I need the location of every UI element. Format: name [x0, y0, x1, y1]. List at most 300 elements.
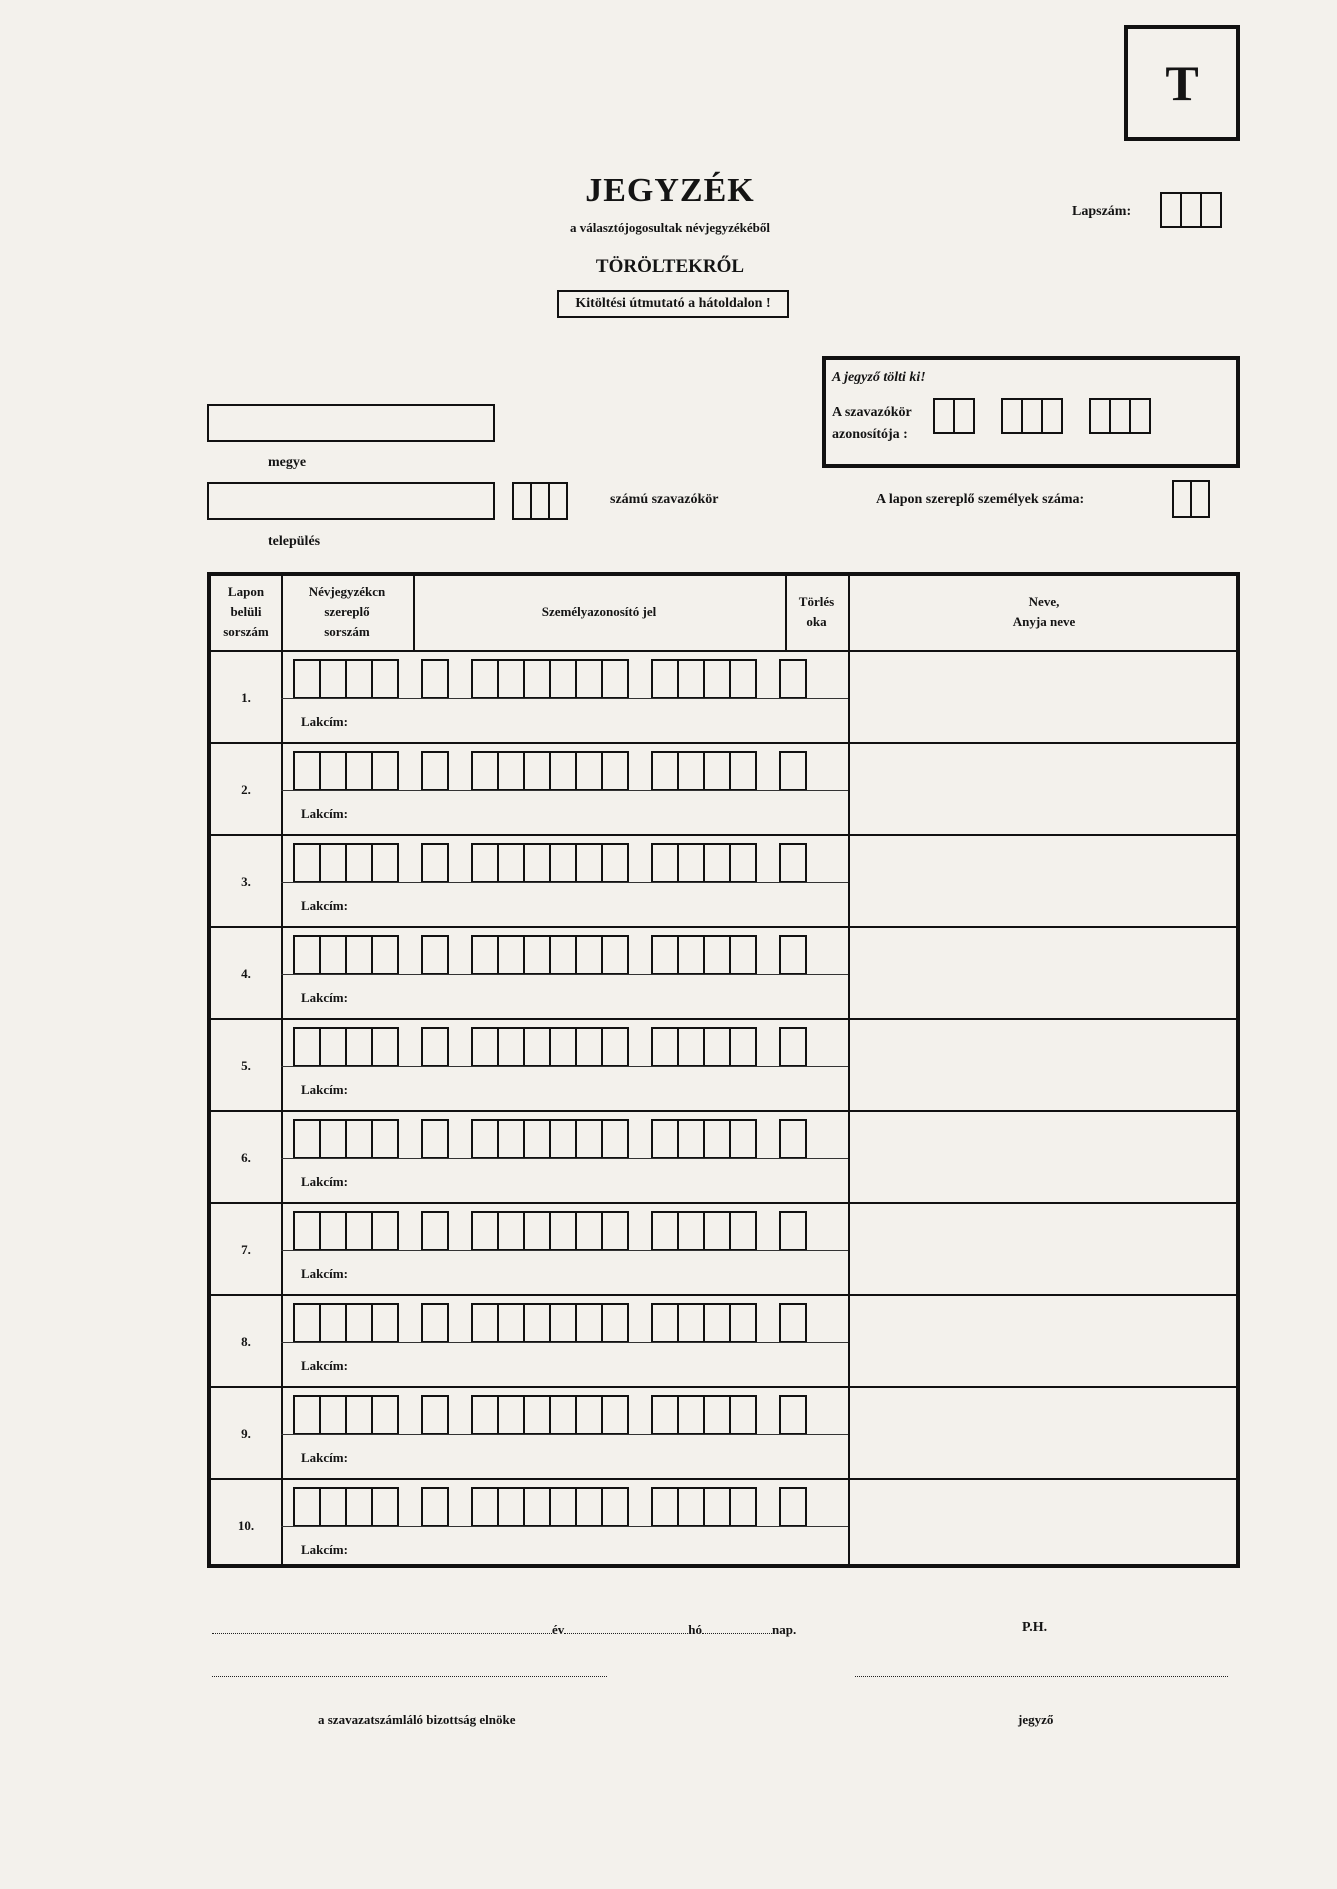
digit-group [471, 843, 627, 883]
digit-box[interactable] [293, 659, 321, 699]
digit-box[interactable] [779, 751, 807, 791]
address-label: Lakcím: [301, 898, 348, 913]
digit-box[interactable] [601, 751, 629, 791]
digit-box[interactable] [471, 1211, 499, 1251]
digit-box[interactable] [371, 935, 399, 975]
digit-box[interactable] [497, 843, 525, 883]
col-header-name [848, 592, 1240, 632]
digit-box[interactable] [651, 843, 679, 883]
digit-box[interactable] [575, 1395, 603, 1435]
digit-box[interactable] [729, 1027, 757, 1067]
digit-box[interactable] [779, 843, 807, 883]
digit-box[interactable] [345, 1487, 373, 1527]
digit-box[interactable] [497, 1395, 525, 1435]
digit-box[interactable] [530, 482, 550, 520]
digit-box[interactable] [729, 1487, 757, 1527]
digit-group [421, 935, 447, 975]
digit-box[interactable] [1172, 480, 1192, 518]
digit-box[interactable] [601, 1211, 629, 1251]
digit-box[interactable] [677, 751, 705, 791]
digit-group [651, 1487, 755, 1527]
digit-box[interactable] [523, 751, 551, 791]
name-mother-name-field[interactable] [850, 1388, 1236, 1478]
digit-box[interactable] [523, 1211, 551, 1251]
name-mother-name-field[interactable] [850, 744, 1236, 834]
digit-box[interactable] [371, 1487, 399, 1527]
clerk-signature-line[interactable] [855, 1676, 1228, 1677]
digit-box[interactable] [471, 659, 499, 699]
digit-box[interactable] [497, 1303, 525, 1343]
digit-group [293, 1395, 397, 1435]
col-header-page-seq [211, 582, 281, 642]
digit-group [779, 659, 805, 699]
row-digit-boxes[interactable] [293, 1211, 805, 1251]
digit-box[interactable] [345, 1395, 373, 1435]
digit-group [779, 1027, 805, 1067]
col-header-text: belüli [230, 604, 262, 619]
digit-box[interactable] [421, 659, 449, 699]
digit-group [293, 1487, 397, 1527]
digit-box[interactable] [1109, 398, 1131, 434]
digit-box[interactable] [933, 398, 955, 434]
digit-box[interactable] [421, 1303, 449, 1343]
row-number: 5. [241, 1058, 251, 1073]
address-label: Lakcím: [301, 1082, 348, 1097]
digit-box[interactable] [549, 1211, 577, 1251]
col-header-text: sorszám [324, 624, 370, 639]
digit-box[interactable] [651, 659, 679, 699]
digit-box[interactable] [345, 1303, 373, 1343]
address-divider [281, 974, 848, 975]
digit-group [779, 1303, 805, 1343]
digit-box[interactable] [319, 1303, 347, 1343]
digit-box[interactable] [549, 1395, 577, 1435]
digit-group [421, 659, 447, 699]
digit-box[interactable] [1041, 398, 1063, 434]
digit-box[interactable] [729, 935, 757, 975]
digit-group [779, 1211, 805, 1251]
digit-box[interactable] [651, 1211, 679, 1251]
digit-box[interactable] [471, 935, 499, 975]
col-header-text: Lapon [227, 584, 265, 599]
digit-box[interactable] [471, 1027, 499, 1067]
digit-box[interactable] [293, 1303, 321, 1343]
digit-group [421, 751, 447, 791]
digit-box[interactable] [471, 843, 499, 883]
digit-box[interactable] [319, 1487, 347, 1527]
digit-box[interactable] [779, 1119, 807, 1159]
digit-group [293, 843, 397, 883]
digit-box[interactable] [729, 1119, 757, 1159]
digit-box[interactable] [779, 1027, 807, 1067]
digit-box[interactable] [345, 1027, 373, 1067]
digit-box[interactable] [319, 935, 347, 975]
row-number: 2. [241, 782, 251, 797]
digit-box[interactable] [523, 1119, 551, 1159]
digit-box[interactable] [575, 1487, 603, 1527]
name-mother-name-field[interactable] [850, 1020, 1236, 1110]
digit-box[interactable] [677, 1119, 705, 1159]
table-row [211, 1296, 1236, 1388]
digit-box[interactable] [345, 935, 373, 975]
digit-box[interactable] [549, 751, 577, 791]
digit-box[interactable] [523, 935, 551, 975]
digit-box[interactable] [548, 482, 568, 520]
digit-box[interactable] [421, 1487, 449, 1527]
digit-box[interactable] [677, 1211, 705, 1251]
digit-box[interactable] [1160, 192, 1182, 228]
digit-box[interactable] [421, 935, 449, 975]
date-line[interactable] [212, 1622, 862, 1638]
address-divider [281, 1158, 848, 1159]
digit-box[interactable] [497, 935, 525, 975]
digit-box[interactable] [729, 1303, 757, 1343]
digit-box[interactable] [523, 1027, 551, 1067]
digit-box[interactable] [523, 1395, 551, 1435]
digit-box[interactable] [549, 935, 577, 975]
county-field[interactable] [207, 404, 495, 442]
digit-group [651, 843, 755, 883]
form-letter-box [1124, 25, 1240, 141]
digit-box[interactable] [779, 1395, 807, 1435]
digit-box[interactable] [319, 751, 347, 791]
name-mother-name-field[interactable] [850, 928, 1236, 1018]
digit-group [421, 1211, 447, 1251]
district-id-label [832, 402, 912, 446]
row-digit-boxes[interactable] [293, 935, 805, 975]
digit-box[interactable] [549, 659, 577, 699]
digit-box[interactable] [703, 751, 731, 791]
digit-box[interactable] [779, 935, 807, 975]
digit-box[interactable] [601, 659, 629, 699]
district-id-boxes[interactable] [933, 398, 1149, 434]
name-mother-name-field[interactable] [850, 1480, 1236, 1570]
digit-group [651, 1027, 755, 1067]
digit-box[interactable] [1001, 398, 1023, 434]
digit-box[interactable] [651, 1027, 679, 1067]
address-divider [281, 1250, 848, 1251]
digit-box[interactable] [677, 1303, 705, 1343]
digit-box[interactable] [523, 1303, 551, 1343]
digit-box[interactable] [1021, 398, 1043, 434]
row-digit-boxes[interactable] [293, 1027, 805, 1067]
row-digit-boxes[interactable] [293, 1303, 805, 1343]
digit-box[interactable] [371, 1027, 399, 1067]
digit-group [779, 1395, 805, 1435]
digit-box[interactable] [703, 1211, 731, 1251]
digit-box[interactable] [471, 751, 499, 791]
digit-box[interactable] [471, 1395, 499, 1435]
digit-box[interactable] [601, 843, 629, 883]
digit-group [471, 1119, 627, 1159]
digit-group [471, 1395, 627, 1435]
digit-box[interactable] [677, 935, 705, 975]
digit-box[interactable] [471, 1487, 499, 1527]
row-number: 10. [237, 1518, 255, 1533]
digit-box[interactable] [1129, 398, 1151, 434]
digit-box[interactable] [703, 659, 731, 699]
digit-box[interactable] [575, 1303, 603, 1343]
digit-box[interactable] [497, 1119, 525, 1159]
digit-box[interactable] [345, 1119, 373, 1159]
digit-box[interactable] [293, 843, 321, 883]
digit-box[interactable] [293, 1395, 321, 1435]
digit-group [651, 1119, 755, 1159]
digit-box[interactable] [523, 843, 551, 883]
digit-box[interactable] [497, 659, 525, 699]
name-mother-name-field[interactable] [850, 1204, 1236, 1294]
digit-box[interactable] [703, 1303, 731, 1343]
row-digit-boxes[interactable] [293, 1119, 805, 1159]
digit-box[interactable] [549, 1303, 577, 1343]
person-count-boxes[interactable] [1172, 480, 1208, 518]
digit-group [471, 1487, 627, 1527]
address-label: Lakcím: [301, 714, 348, 729]
address-label: Lakcím: [301, 1174, 348, 1189]
settlement-field[interactable] [207, 482, 495, 520]
col-header-text: Törlés [798, 594, 835, 609]
digit-group [471, 935, 627, 975]
table-row [211, 1388, 1236, 1480]
row-digit-boxes[interactable] [293, 1487, 805, 1527]
digit-box[interactable] [575, 751, 603, 791]
row-digit-boxes[interactable] [293, 751, 805, 791]
digit-box[interactable] [293, 1487, 321, 1527]
digit-box[interactable] [703, 1487, 731, 1527]
col-header-reason [785, 592, 848, 632]
digit-box[interactable] [575, 1027, 603, 1067]
digit-box[interactable] [575, 843, 603, 883]
digit-box[interactable] [729, 1211, 757, 1251]
digit-box[interactable] [497, 1487, 525, 1527]
form-letter: T [1165, 55, 1199, 111]
digit-group [293, 659, 397, 699]
form-title-deleted: TÖRÖLTEKRŐL [595, 256, 745, 277]
digit-box[interactable] [601, 935, 629, 975]
digit-box[interactable] [677, 843, 705, 883]
row-number: 8. [241, 1334, 251, 1349]
row-number: 1. [241, 690, 251, 705]
digit-box[interactable] [575, 659, 603, 699]
digit-box[interactable] [497, 1027, 525, 1067]
digit-box[interactable] [371, 1303, 399, 1343]
digit-box[interactable] [953, 398, 975, 434]
digit-group [421, 1027, 447, 1067]
name-mother-name-field[interactable] [850, 836, 1236, 926]
digit-box[interactable] [729, 659, 757, 699]
date-day-blank[interactable] [702, 1633, 772, 1634]
digit-box[interactable] [319, 1211, 347, 1251]
county-label: megye [268, 455, 307, 470]
address-label: Lakcím: [301, 1266, 348, 1281]
digit-box[interactable] [421, 1211, 449, 1251]
digit-box[interactable] [601, 1395, 629, 1435]
digit-box[interactable] [497, 751, 525, 791]
digit-box[interactable] [471, 1119, 499, 1159]
instructions-hint [557, 290, 789, 318]
digit-box[interactable] [421, 843, 449, 883]
address-divider [281, 1342, 848, 1343]
digit-box[interactable] [651, 751, 679, 791]
digit-box[interactable] [371, 751, 399, 791]
settlement-label: település [268, 534, 321, 549]
digit-box[interactable] [779, 659, 807, 699]
date-month-label: hó [688, 1622, 703, 1637]
digit-box[interactable] [549, 1119, 577, 1159]
chair-signature-line[interactable] [212, 1676, 607, 1677]
digit-box[interactable] [651, 1487, 679, 1527]
address-divider [281, 882, 848, 883]
table-row [211, 928, 1236, 1020]
digit-box[interactable] [319, 1395, 347, 1435]
digit-box[interactable] [729, 1395, 757, 1435]
district-id-label-line1: A szavazókör [832, 405, 912, 420]
digit-group [293, 935, 397, 975]
digit-box[interactable] [779, 1211, 807, 1251]
date-day-label: nap. [772, 1622, 797, 1637]
address-divider [281, 1526, 848, 1527]
digit-group [651, 659, 755, 699]
digit-box[interactable] [703, 1119, 731, 1159]
col-header-text: Névjegyzékcn [308, 584, 386, 599]
digit-box[interactable] [523, 1487, 551, 1527]
digit-box[interactable] [512, 482, 532, 520]
col-header-text: szereplő [324, 604, 370, 619]
digit-box[interactable] [575, 1211, 603, 1251]
digit-box[interactable] [549, 1027, 577, 1067]
digit-box[interactable] [319, 659, 347, 699]
digit-group [293, 1027, 397, 1067]
name-mother-name-field[interactable] [850, 1112, 1236, 1202]
digit-box[interactable] [523, 659, 551, 699]
digit-box[interactable] [601, 1487, 629, 1527]
digit-box[interactable] [293, 1027, 321, 1067]
digit-box[interactable] [651, 1119, 679, 1159]
row-digit-boxes[interactable] [293, 1395, 805, 1435]
form-subtitle: a választójogosultak névjegyzékéből [569, 220, 771, 235]
digit-box[interactable] [729, 843, 757, 883]
table-row [211, 1112, 1236, 1204]
digit-box[interactable] [471, 1303, 499, 1343]
digit-box[interactable] [345, 1211, 373, 1251]
digit-box[interactable] [371, 843, 399, 883]
page-number-boxes[interactable] [1160, 192, 1220, 228]
instructions-hint-text: Kitöltési útmutató a hátoldalon ! [575, 296, 771, 311]
digit-box[interactable] [575, 1119, 603, 1159]
digit-box[interactable] [421, 1027, 449, 1067]
digit-box[interactable] [371, 1211, 399, 1251]
digit-box[interactable] [703, 1027, 731, 1067]
digit-box[interactable] [779, 1487, 807, 1527]
table-row [211, 1204, 1236, 1296]
digit-box[interactable] [345, 659, 373, 699]
name-mother-name-field[interactable] [850, 1296, 1236, 1386]
digit-box[interactable] [421, 1395, 449, 1435]
name-mother-name-field[interactable] [850, 652, 1236, 742]
digit-group [471, 659, 627, 699]
digit-box[interactable] [497, 1211, 525, 1251]
digit-group [421, 1487, 447, 1527]
digit-box[interactable] [371, 1119, 399, 1159]
address-label: Lakcím: [301, 806, 348, 821]
digit-group [421, 843, 447, 883]
digit-box[interactable] [779, 1303, 807, 1343]
col-header-register-seq [281, 582, 413, 642]
date-year-blank[interactable] [212, 1633, 552, 1634]
digit-box[interactable] [319, 1119, 347, 1159]
digit-box[interactable] [651, 1395, 679, 1435]
district-number-boxes[interactable] [512, 482, 566, 520]
person-count-label: A lapon szereplő személyek száma: [876, 492, 1085, 507]
digit-box[interactable] [1200, 192, 1222, 228]
digit-group [471, 1027, 627, 1067]
digit-box[interactable] [677, 1487, 705, 1527]
digit-box[interactable] [729, 751, 757, 791]
digit-box[interactable] [677, 659, 705, 699]
digit-box[interactable] [421, 1119, 449, 1159]
digit-box[interactable] [601, 1027, 629, 1067]
address-label: Lakcím: [301, 1450, 348, 1465]
clerk-panel-heading: A jegyző tölti ki! [832, 370, 926, 385]
digit-box[interactable] [1180, 192, 1202, 228]
digit-box[interactable] [651, 1303, 679, 1343]
digit-box[interactable] [293, 1119, 321, 1159]
row-number: 3. [241, 874, 251, 889]
digit-box[interactable] [371, 1395, 399, 1435]
address-divider [281, 1066, 848, 1067]
digit-box[interactable] [1190, 480, 1210, 518]
digit-group [421, 1119, 447, 1159]
digit-box[interactable] [371, 659, 399, 699]
row-digit-boxes[interactable] [293, 659, 805, 699]
digit-box[interactable] [703, 843, 731, 883]
row-number: 7. [241, 1242, 251, 1257]
digit-box[interactable] [319, 1027, 347, 1067]
digit-box[interactable] [677, 1027, 705, 1067]
digit-box[interactable] [1089, 398, 1111, 434]
table-row [211, 836, 1236, 928]
col-header-personal-id: Személyazonosító jel [541, 604, 657, 619]
col-header-text: oka [806, 614, 827, 629]
col-header-text: Neve, [1028, 594, 1060, 609]
digit-box[interactable] [293, 751, 321, 791]
digit-group [471, 751, 627, 791]
digit-box[interactable] [319, 843, 347, 883]
digit-group [293, 1211, 397, 1251]
digit-box[interactable] [549, 843, 577, 883]
date-month-blank[interactable] [564, 1633, 688, 1634]
digit-group [651, 1395, 755, 1435]
digit-box[interactable] [345, 843, 373, 883]
digit-box[interactable] [293, 935, 321, 975]
digit-box[interactable] [549, 1487, 577, 1527]
digit-box[interactable] [703, 1395, 731, 1435]
digit-box[interactable] [293, 1211, 321, 1251]
digit-box[interactable] [651, 935, 679, 975]
digit-box[interactable] [601, 1119, 629, 1159]
deleted-voters-table [207, 572, 1240, 1568]
digit-box[interactable] [345, 751, 373, 791]
digit-box[interactable] [703, 935, 731, 975]
table-row [211, 652, 1236, 744]
digit-box[interactable] [421, 751, 449, 791]
digit-group [651, 751, 755, 791]
digit-box[interactable] [575, 935, 603, 975]
digit-box[interactable] [601, 1303, 629, 1343]
row-digit-boxes[interactable] [293, 843, 805, 883]
digit-box[interactable] [677, 1395, 705, 1435]
row-number: 4. [241, 966, 251, 981]
